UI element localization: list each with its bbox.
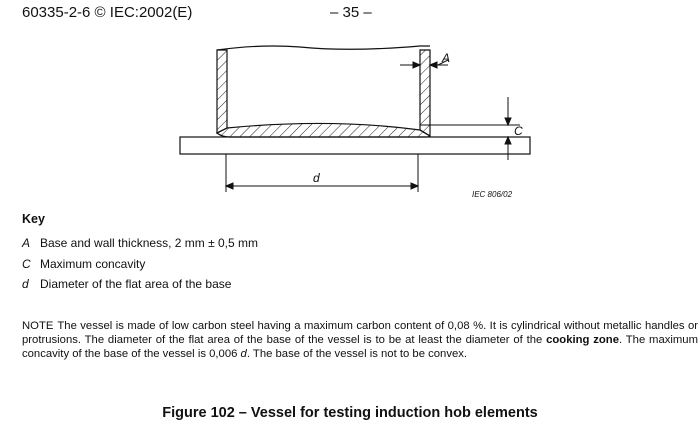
vessel-rim: [217, 46, 430, 50]
label-c: C: [514, 124, 523, 138]
note-text-2: . The maximum concavity of the base of the vessel is 0,006: [22, 334, 699, 360]
page-number: – 35 –: [330, 4, 372, 21]
key-text: Maximum concavity: [40, 257, 146, 271]
figure-reference: IEC 806/02: [472, 190, 513, 199]
key-text: Base and wall thickness, 2 mm ± 0,5 mm: [40, 236, 258, 250]
note-italic-symbol: d: [240, 348, 247, 360]
key-symbol: A: [22, 236, 31, 250]
figure-caption: Figure 102 – Vessel for testing induction hob elements: [162, 405, 538, 421]
label-a: A: [442, 51, 451, 65]
note-paragraph: [22, 319, 698, 361]
key-item-d: [22, 277, 231, 291]
note-text-3: . The base of the vessel is not to be convex.: [246, 348, 468, 360]
key-title: Key: [22, 212, 45, 226]
dimension-d: [226, 154, 418, 192]
note-bold-term: cooking zone: [546, 334, 619, 346]
note-text-1: The vessel is made of low carbon steel having a maximum carbon content of 0,08 %. It is cylindrical without metallic handles or protrusions. The diameter of the flat area of the base of the vessel is to be at least the diameter of the: [22, 320, 698, 346]
vessel-base: [217, 123, 430, 137]
key-item-c: [22, 257, 145, 271]
hob-plate: [180, 137, 530, 154]
key-symbol: d: [22, 277, 29, 291]
key-text: Diameter of the flat area of the base: [40, 277, 232, 291]
note-label: NOTE: [22, 320, 54, 332]
standard-reference: 60335-2-6 © IEC:2002(E): [22, 4, 193, 21]
label-d: d: [313, 171, 320, 185]
vessel-left-wall: [217, 50, 227, 133]
key-item-a: [22, 236, 258, 250]
vessel-right-wall: [420, 50, 430, 136]
key-symbol: C: [22, 257, 31, 271]
vessel-diagram: [0, 0, 700, 210]
